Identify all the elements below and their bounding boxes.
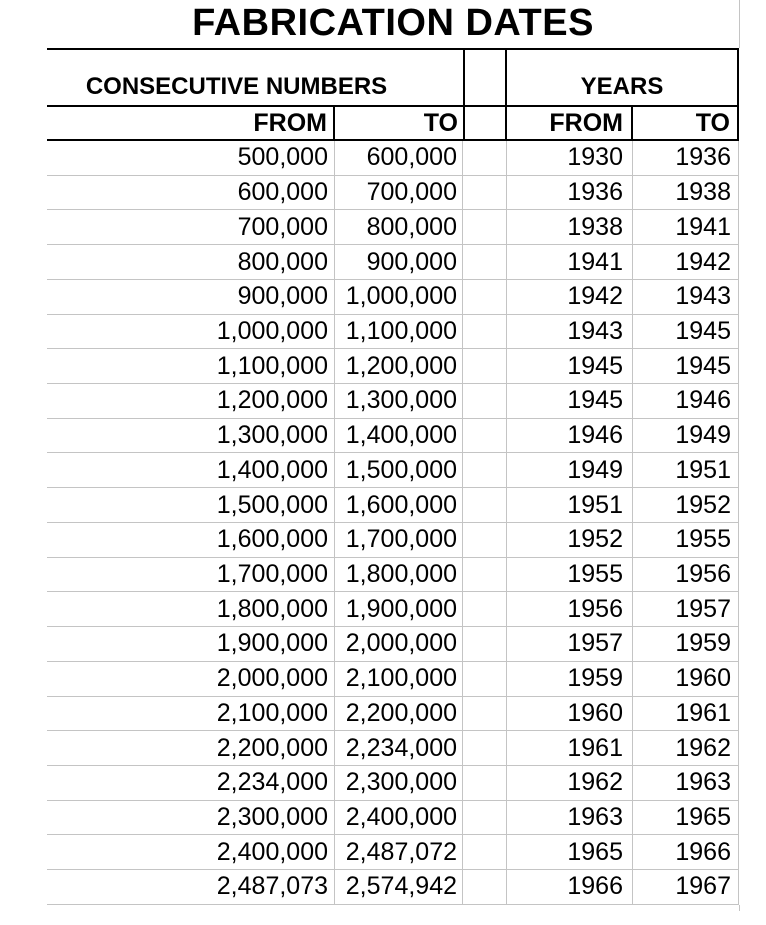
- cell-numbers-from: 2,487,073: [47, 870, 335, 904]
- cell-years-from: 1959: [507, 662, 633, 696]
- cell-years-to: 1943: [633, 280, 739, 314]
- cell-spacer: [463, 870, 507, 904]
- cell-spacer: [463, 384, 507, 418]
- cell-years-from: 1945: [507, 384, 633, 418]
- cell-years-from: 1943: [507, 315, 633, 349]
- table-row: [47, 280, 739, 315]
- cell-numbers-from: 700,000: [47, 210, 335, 244]
- cell-spacer: [463, 766, 507, 800]
- cell-numbers-to: 2,100,000: [335, 662, 463, 696]
- cell-spacer: [463, 141, 507, 175]
- cell-spacer: [463, 731, 507, 765]
- cell-years-from: 1966: [507, 870, 633, 904]
- cell-spacer: [463, 210, 507, 244]
- group-header-row: [47, 48, 739, 107]
- page-title: FABRICATION DATES: [192, 1, 594, 44]
- cell-years-to: 1957: [633, 592, 739, 626]
- cell-spacer: [463, 453, 507, 487]
- cell-years-to: 1956: [633, 558, 739, 592]
- cell-numbers-from: 1,400,000: [47, 453, 335, 487]
- cell-numbers-from: 2,234,000: [47, 766, 335, 800]
- spacer-column-subheader: [463, 107, 507, 139]
- cell-years-to: 1967: [633, 870, 739, 904]
- cell-spacer: [463, 523, 507, 557]
- cell-numbers-from: 1,300,000: [47, 419, 335, 453]
- cell-numbers-to: 1,800,000: [335, 558, 463, 592]
- column-header-numbers-from: FROM: [47, 107, 335, 139]
- cell-years-from: 1942: [507, 280, 633, 314]
- cell-numbers-to: 1,400,000: [335, 419, 463, 453]
- table-body: [47, 141, 739, 905]
- cell-spacer: [463, 280, 507, 314]
- cell-years-to: 1946: [633, 384, 739, 418]
- cell-spacer: [463, 315, 507, 349]
- cell-numbers-to: 1,000,000: [335, 280, 463, 314]
- table-row: [47, 801, 739, 836]
- cell-years-from: 1941: [507, 245, 633, 279]
- cell-years-to: 1963: [633, 766, 739, 800]
- cell-numbers-from: 1,900,000: [47, 627, 335, 661]
- column-header-years-to: TO: [695, 108, 730, 137]
- cell-years-to: 1936: [633, 141, 739, 175]
- cell-years-from: 1955: [507, 558, 633, 592]
- table-row: [47, 210, 739, 245]
- fabrication-dates-table: [47, 48, 739, 905]
- table-row: [47, 384, 739, 419]
- cell-numbers-from: 1,500,000: [47, 488, 335, 522]
- cell-years-from: 1930: [507, 141, 633, 175]
- cell-years-from: 1936: [507, 176, 633, 210]
- table-row: [47, 245, 739, 280]
- cell-years-to: 1955: [633, 523, 739, 557]
- cell-years-from: 1957: [507, 627, 633, 661]
- cell-spacer: [463, 662, 507, 696]
- cell-years-to: 1961: [633, 697, 739, 731]
- cell-spacer: [463, 349, 507, 383]
- cell-years-to: 1938: [633, 176, 739, 210]
- cell-years-from: 1945: [507, 349, 633, 383]
- table-row: [47, 488, 739, 523]
- cell-numbers-from: 1,600,000: [47, 523, 335, 557]
- spacer-column-header: [463, 50, 507, 105]
- cell-numbers-to: 2,487,072: [335, 835, 463, 869]
- cell-numbers-from: 900,000: [47, 280, 335, 314]
- cell-spacer: [463, 558, 507, 592]
- cell-years-to: 1949: [633, 419, 739, 453]
- cell-numbers-from: 1,100,000: [47, 349, 335, 383]
- cell-years-from: 1962: [507, 766, 633, 800]
- table-row: [47, 315, 739, 350]
- cell-years-from: 1949: [507, 453, 633, 487]
- cell-numbers-to: 1,300,000: [335, 384, 463, 418]
- table-row: [47, 141, 739, 176]
- cell-numbers-to: 1,100,000: [335, 315, 463, 349]
- cell-numbers-to: 1,900,000: [335, 592, 463, 626]
- table-row: [47, 592, 739, 627]
- cell-spacer: [463, 697, 507, 731]
- cell-numbers-from: 1,800,000: [47, 592, 335, 626]
- table-row: [47, 627, 739, 662]
- cell-spacer: [463, 176, 507, 210]
- table-row: [47, 349, 739, 384]
- column-header-years-from: FROM: [507, 107, 633, 139]
- group-header-consecutive-numbers: CONSECUTIVE NUMBERS: [85, 73, 388, 100]
- cell-years-from: 1963: [507, 801, 633, 835]
- table-row: [47, 453, 739, 488]
- cell-years-to: 1945: [633, 349, 739, 383]
- cell-numbers-from: 800,000: [47, 245, 335, 279]
- cell-years-from: 1951: [507, 488, 633, 522]
- cell-years-from: 1961: [507, 731, 633, 765]
- cell-spacer: [463, 592, 507, 626]
- table-row: [47, 419, 739, 454]
- cell-years-from: 1956: [507, 592, 633, 626]
- cell-spacer: [463, 627, 507, 661]
- table-row: [47, 523, 739, 558]
- cell-numbers-to: 800,000: [335, 210, 463, 244]
- cell-numbers-to: 900,000: [335, 245, 463, 279]
- cell-numbers-from: 2,000,000: [47, 662, 335, 696]
- cell-numbers-to: 2,000,000: [335, 627, 463, 661]
- cell-numbers-to: 1,200,000: [335, 349, 463, 383]
- cell-years-from: 1938: [507, 210, 633, 244]
- table-row: [47, 697, 739, 732]
- cell-years-to: 1962: [633, 731, 739, 765]
- column-header-numbers-to: TO: [423, 108, 458, 137]
- table-row: [47, 766, 739, 801]
- table-row: [47, 731, 739, 766]
- cell-numbers-to: 1,500,000: [335, 453, 463, 487]
- sheet-gridline-bottom-right: [739, 905, 740, 911]
- cell-spacer: [463, 835, 507, 869]
- table-row: [47, 176, 739, 211]
- cell-numbers-to: 700,000: [335, 176, 463, 210]
- cell-numbers-to: 600,000: [335, 141, 463, 175]
- cell-numbers-to: 2,200,000: [335, 697, 463, 731]
- cell-numbers-from: 500,000: [47, 141, 335, 175]
- cell-numbers-from: 2,300,000: [47, 801, 335, 835]
- cell-years-to: 1966: [633, 835, 739, 869]
- cell-numbers-from: 600,000: [47, 176, 335, 210]
- cell-numbers-from: 1,700,000: [47, 558, 335, 592]
- sub-header-row: [47, 107, 739, 141]
- cell-spacer: [463, 245, 507, 279]
- table-row: [47, 835, 739, 870]
- cell-years-to: 1941: [633, 210, 739, 244]
- cell-years-to: 1952: [633, 488, 739, 522]
- cell-numbers-from: 2,200,000: [47, 731, 335, 765]
- cell-numbers-to: 2,400,000: [335, 801, 463, 835]
- cell-years-from: 1965: [507, 835, 633, 869]
- cell-years-to: 1945: [633, 315, 739, 349]
- cell-numbers-from: 2,400,000: [47, 835, 335, 869]
- cell-spacer: [463, 419, 507, 453]
- cell-years-from: 1952: [507, 523, 633, 557]
- group-header-years: YEARS: [580, 73, 664, 100]
- cell-spacer: [463, 488, 507, 522]
- table-row: [47, 558, 739, 593]
- table-row: [47, 662, 739, 697]
- cell-numbers-to: 1,600,000: [335, 488, 463, 522]
- cell-years-to: 1951: [633, 453, 739, 487]
- cell-numbers-to: 2,574,942: [335, 870, 463, 904]
- cell-numbers-from: 1,200,000: [47, 384, 335, 418]
- cell-years-from: 1960: [507, 697, 633, 731]
- cell-numbers-from: 1,000,000: [47, 315, 335, 349]
- cell-numbers-from: 2,100,000: [47, 697, 335, 731]
- cell-numbers-to: 2,234,000: [335, 731, 463, 765]
- cell-years-to: 1942: [633, 245, 739, 279]
- cell-spacer: [463, 801, 507, 835]
- sheet-gridline-top-right: [739, 0, 740, 48]
- table-row: [47, 870, 739, 905]
- cell-numbers-to: 2,300,000: [335, 766, 463, 800]
- cell-years-to: 1960: [633, 662, 739, 696]
- cell-years-to: 1965: [633, 801, 739, 835]
- cell-years-from: 1946: [507, 419, 633, 453]
- cell-numbers-to: 1,700,000: [335, 523, 463, 557]
- cell-years-to: 1959: [633, 627, 739, 661]
